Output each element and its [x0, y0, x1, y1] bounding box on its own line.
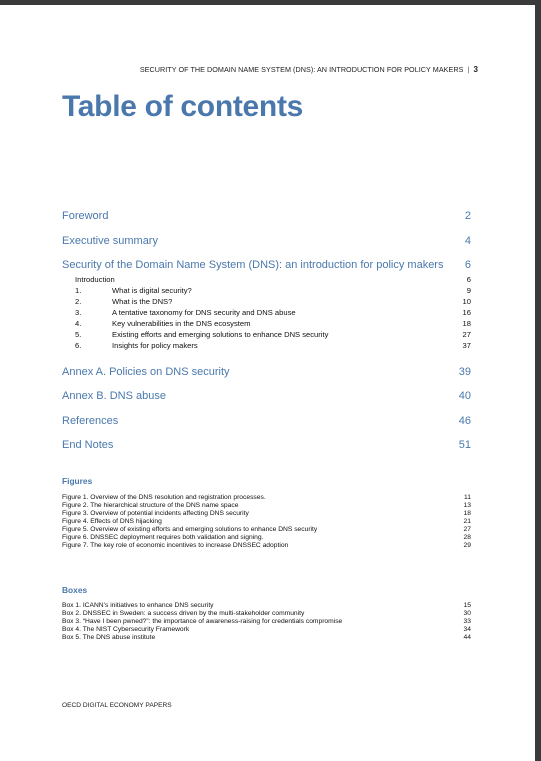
figure-entry-page: 13 — [463, 502, 471, 509]
figure-entry-page: 11 — [464, 494, 471, 501]
box-entry-label: Box 5. The DNS abuse institute — [62, 634, 156, 641]
toc-subentry-number: 5. — [75, 330, 82, 339]
toc-subentry-number: 4. — [75, 319, 82, 328]
toc-entry-label: Executive summary — [62, 235, 158, 247]
box-entry[interactable] — [62, 634, 471, 642]
toc-subentry-label: Existing efforts and emerging solutions to enhance DNS security — [112, 330, 329, 339]
toc-entry-label: Annex B. DNS abuse — [62, 390, 166, 402]
toc-subentry-number: 3. — [75, 308, 82, 317]
toc-entry-end-notes[interactable] — [62, 439, 471, 451]
toc-subentry-page: 16 — [462, 308, 471, 317]
box-entry-page: 44 — [463, 634, 471, 641]
box-entry-page: 33 — [463, 618, 471, 625]
toc-subentry-label: What is digital security? — [112, 286, 192, 295]
figure-entry-page: 21 — [463, 518, 471, 525]
figure-entry[interactable] — [62, 502, 471, 510]
figure-entry[interactable] — [62, 510, 471, 518]
box-entry-label: Box 2. DNSSEC in Sweden: a success driven by the multi-stakeholder community — [62, 610, 305, 617]
toc-subentry-number: 6. — [75, 341, 82, 350]
toc-subentry[interactable] — [75, 286, 471, 295]
running-header — [140, 65, 478, 74]
toc-subentry-number: 2. — [75, 297, 82, 306]
figure-entry-page: 28 — [463, 534, 471, 541]
box-entry-page: 34 — [463, 626, 471, 633]
toc-subentry[interactable] — [75, 330, 471, 339]
figure-entry-label: Figure 7. The key role of economic incentives to increase DNSSEC adoption — [62, 542, 289, 549]
toc-subentry-label: A tentative taxonomy for DNS security and DNS abuse — [112, 308, 296, 317]
toc-subentry-page: 27 — [462, 330, 471, 339]
toc-entry-label: Introduction — [75, 275, 115, 284]
toc-subentry-label: What is the DNS? — [112, 297, 173, 306]
figure-entry-label: Figure 3. Overview of potential incidents affecting DNS security — [62, 510, 249, 517]
toc-subentry-page: 10 — [462, 297, 471, 306]
toc-entry-label: References — [62, 415, 119, 427]
toc-entry-label: Annex A. Policies on DNS security — [62, 366, 230, 378]
toc-entry-page: 46 — [458, 415, 471, 427]
toc-entry-main-section[interactable] — [62, 259, 471, 271]
figure-entry[interactable] — [62, 542, 471, 550]
toc-entry-foreword[interactable] — [62, 210, 471, 222]
toc-entry-label: Security of the Domain Name System (DNS): an introduction for policy makers — [62, 259, 444, 271]
box-entry-label: Box 3. “Have I been pwned?”: the importance of awareness-raising for credentials compromise — [62, 618, 343, 625]
toc-entry-annex-a[interactable] — [62, 366, 471, 378]
toc-subentry[interactable] — [75, 308, 471, 317]
figure-entry[interactable] — [62, 518, 471, 526]
box-entry-page: 30 — [463, 610, 471, 617]
header-separator: | — [467, 65, 470, 74]
figure-entry-label: Figure 5. Overview of existing efforts and emerging solutions to enhance DNS security — [62, 526, 318, 533]
toc-subentry[interactable] — [75, 319, 471, 328]
figure-entry-label: Figure 1. Overview of the DNS resolution and registration processes. — [62, 494, 266, 501]
box-entry[interactable] — [62, 618, 471, 626]
toc-entry-label: End Notes — [62, 439, 114, 451]
figure-entry[interactable] — [62, 526, 471, 534]
document-page — [0, 5, 535, 761]
page-footer: OECD DIGITAL ECONOMY PAPERS — [62, 702, 172, 709]
toc-entry-executive-summary[interactable] — [62, 235, 471, 247]
figure-entry-page: 27 — [463, 526, 471, 533]
box-entry[interactable] — [62, 626, 471, 634]
toc-entry-page: 39 — [458, 366, 471, 378]
toc-entry-references[interactable] — [62, 415, 471, 427]
toc-entry-page: 51 — [458, 439, 471, 451]
toc-subentry-label: Insights for policy makers — [112, 341, 198, 350]
box-entry-label: Box 4. The NIST Cybersecurity Framework — [62, 626, 190, 633]
figure-entry-label: Figure 4. Effects of DNS hijacking — [62, 518, 162, 525]
figure-entry-page: 29 — [463, 542, 471, 549]
toc-entry-page: 2 — [464, 210, 471, 222]
box-entry[interactable] — [62, 610, 471, 618]
toc-subentry-label: Key vulnerabilities in the DNS ecosystem — [112, 319, 251, 328]
toc-subentry-number: 1. — [75, 286, 82, 295]
boxes-heading: Boxes — [62, 585, 88, 595]
toc-subentry-page: 37 — [462, 341, 471, 350]
toc-entry-page: 4 — [464, 235, 471, 247]
figure-entry-page: 18 — [463, 510, 471, 517]
toc-entry-label: Foreword — [62, 210, 109, 222]
toc-entry-annex-b[interactable] — [62, 390, 471, 402]
figure-entry-label: Figure 2. The hierarchical structure of the DNS name space — [62, 502, 239, 509]
figure-entry[interactable] — [62, 494, 471, 502]
toc-entry-introduction[interactable] — [75, 275, 471, 284]
toc-entry-page: 40 — [458, 390, 471, 402]
box-entry-label: Box 1. ICANN’s initiatives to enhance DNS security — [62, 602, 214, 609]
header-page-number: 3 — [473, 65, 478, 74]
toc-subentry-page: 9 — [466, 286, 471, 295]
box-entry-page: 15 — [463, 602, 471, 609]
toc-subentry[interactable] — [75, 341, 471, 350]
toc-subentry[interactable] — [75, 297, 471, 306]
toc-subentry-page: 18 — [462, 319, 471, 328]
figures-heading: Figures — [62, 476, 93, 486]
toc-entry-page: 6 — [466, 275, 471, 284]
page-title: Table of contents — [62, 90, 304, 123]
toc-entry-page: 6 — [464, 259, 471, 271]
box-entry[interactable] — [62, 602, 471, 610]
figure-entry[interactable] — [62, 534, 471, 542]
figure-entry-label: Figure 6. DNSSEC deployment requires both validation and signing. — [62, 534, 264, 541]
running-title: SECURITY OF THE DOMAIN NAME SYSTEM (DNS): AN INTRODUCTION FOR POLICY MAKERS — [139, 65, 464, 74]
